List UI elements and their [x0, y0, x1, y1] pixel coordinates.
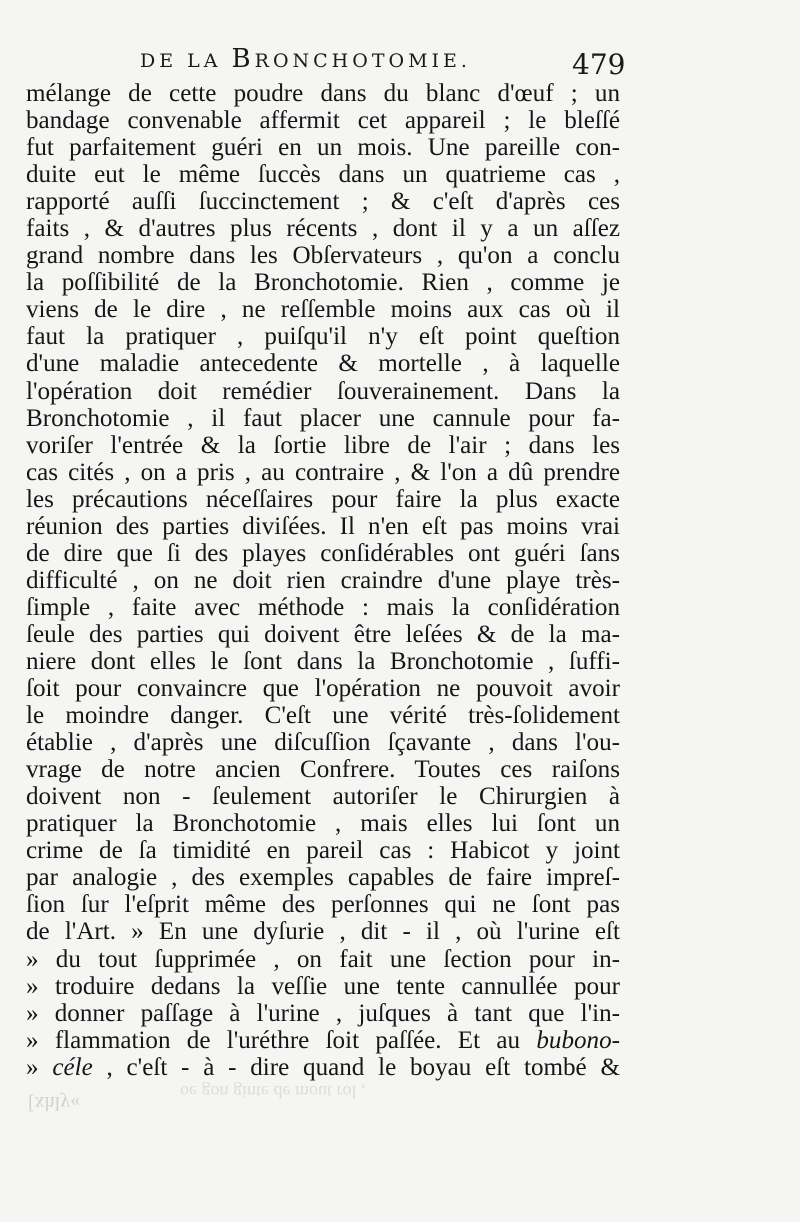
- text-line: pratiquer la Bronchotomie , mais elles lui ſont un: [26, 810, 620, 838]
- text-line: ſoit pour convaincre que l'opération ne pouvoit avoir: [26, 675, 620, 703]
- running-head-prefix: DE LA: [140, 50, 232, 72]
- text-line: les précautions néceſſaires pour faire la plus exacte: [26, 485, 620, 513]
- running-head-rest: RONCHOTOMIE.: [254, 50, 471, 72]
- text-line: ſeule des parties qui doivent être leſées & de la ma-: [26, 620, 620, 648]
- text-line: bandage convenable affermit cet appareil ; le bleſſé: [26, 107, 620, 135]
- show-through-mirror: oe gon ginte de mout rol ,: [180, 1082, 366, 1102]
- text-line: établie , d'après une diſcuſſion ſçavante , dans l'ou-: [26, 729, 620, 757]
- show-through-fragment: [xhly«: [28, 1092, 81, 1114]
- text-line: » troduire dedans la veſſie une tente cannullée pour: [26, 972, 620, 1000]
- text-line: de l'Art. » En une dyſurie , dit - il , où l'urine eſt: [26, 918, 620, 946]
- text-line: de dire que ſi des playes conſidérables ont guéri ſans: [26, 539, 620, 567]
- text-line: grand nombre dans les Obſervateurs , qu'on a conclu: [26, 242, 620, 270]
- text-line-segment: » flammation de l'uréthre ſoit paſſée. Et au: [26, 1026, 537, 1054]
- text-line: faits , & d'autres plus récents , dont il y a un aſſez: [26, 215, 620, 243]
- running-head-initial: B: [231, 44, 255, 74]
- text-line: » du tout ſupprimée , on fait une ſection pour in-: [26, 945, 620, 973]
- text-line: faut la pratiquer , puiſqu'il n'y eſt point queſtion: [26, 323, 620, 351]
- text-line: l'opération doit remédier ſouverainement. Dans la: [26, 377, 620, 405]
- text-line-segment: , c'eſt - à - dire quand le boyau eſt tombé &: [92, 1053, 620, 1081]
- text-line: mélange de cette poudre dans du blanc d'œuf ; un: [26, 80, 620, 107]
- text-line: [26, 1027, 620, 1054]
- text-line: difficulté , on ne doit rien craindre d'une playe très-: [26, 566, 620, 594]
- text-line: ſimple , faite avec méthode : mais la conſidération: [26, 593, 620, 621]
- text-line: niere dont elles le ſont dans la Bronchotomie , ſuffi-: [26, 647, 620, 675]
- text-line: voriſer l'entrée & la ſortie libre de l'air ; dans les: [26, 431, 620, 459]
- text-line: ſion ſur l'eſprit même des perſonnes qui ne ſont pas: [26, 891, 620, 919]
- running-head: [140, 44, 620, 74]
- page-number: 479: [572, 48, 626, 81]
- text-line: doivent non - ſeulement autoriſer le Chirurgien à: [26, 783, 620, 811]
- text-line: le moindre danger. C'eſt une vérité très-ſolidement: [26, 702, 620, 730]
- text-line: rapporté auſſi ſuccinctement ; & c'eſt d'après ces: [26, 188, 620, 216]
- text-line: cas cités , on a pris , au contraire , & l'on a dû prendre: [26, 458, 620, 486]
- text-line: » céle , c'eſt - à - dire quand le boyau eſt tombé &: [26, 1053, 620, 1081]
- text-line: la poſſibilité de la Bronchotomie. Rien , comme je: [26, 269, 620, 297]
- body-text: [26, 80, 620, 1081]
- text-line: vrage de notre ancien Confrere. Toutes ces raiſons: [26, 756, 620, 784]
- text-line: viens de le dire , ne reſſemble moins aux cas où il: [26, 296, 620, 324]
- italic-word: bubono-: [536, 1026, 620, 1054]
- text-line: » donner paſſage à l'urine , juſques à tant que l'in-: [26, 999, 620, 1027]
- text-line: crime de ſa timidité en pareil cas : Habicot y joint: [26, 837, 620, 865]
- text-line: duite eut le même ſuccès dans un quatrieme cas ,: [26, 161, 620, 189]
- italic-word: céle: [52, 1053, 93, 1081]
- text-line: fut parfaitement guéri en un mois. Une pareille con-: [26, 134, 620, 162]
- text-line: d'une maladie antecedente & mortelle , à laquelle: [26, 350, 620, 378]
- text-line: par analogie , des exemples capables de faire impreſ-: [26, 864, 620, 892]
- text-line: réunion des parties diviſées. Il n'en eſt pas moins vrai: [26, 512, 620, 540]
- text-line: Bronchotomie , il faut placer une cannule pour fa-: [26, 404, 620, 432]
